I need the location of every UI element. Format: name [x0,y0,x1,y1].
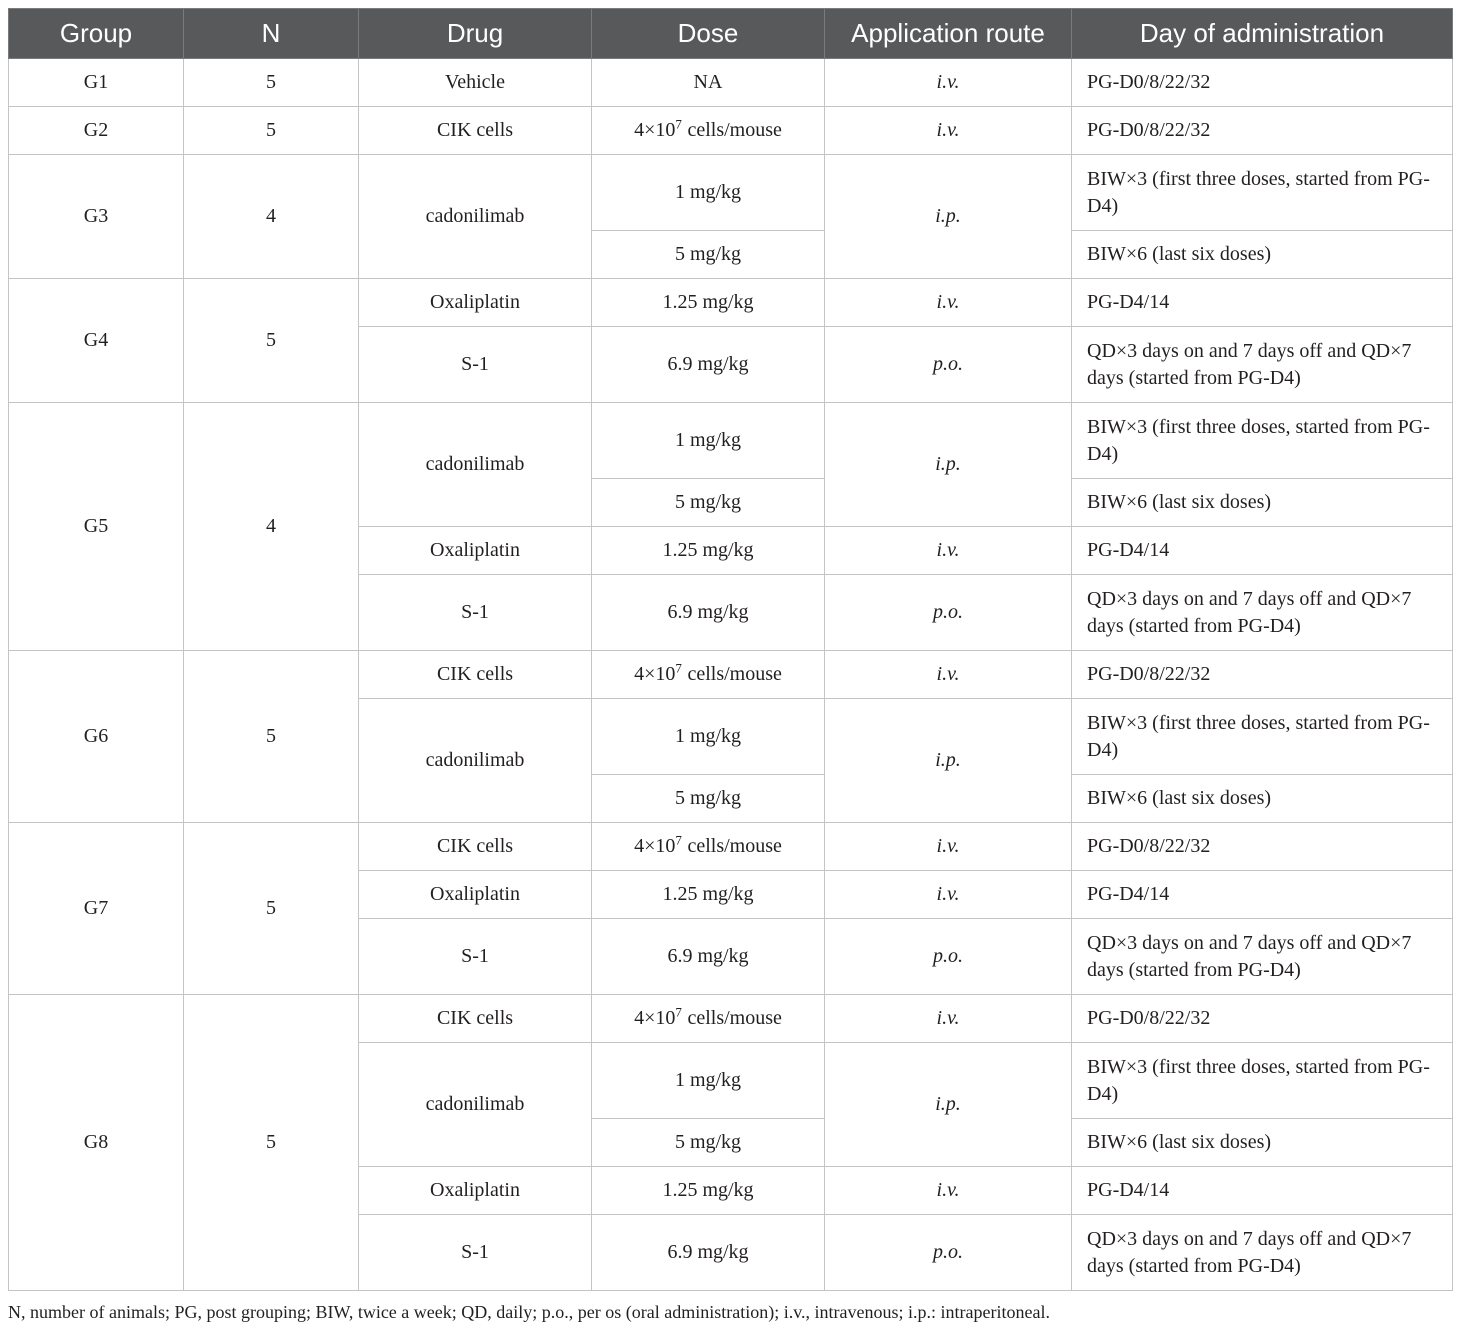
route-cell-g3-cadonilimab: i.p. [825,155,1072,279]
table-container [8,8,1452,1324]
header-dose: Dose [592,9,825,59]
dose-exponent: 7 [675,116,682,132]
dose-cell-g6-cadonilimab-2: 5 mg/kg [592,775,825,823]
dose-value: 4×10 [634,835,676,857]
n-cell-g2: 5 [184,107,359,155]
dose-value: 4×10 [634,1007,676,1029]
drug-cell-g4-oxaliplatin: Oxaliplatin [359,279,592,327]
dose-cell-g4-oxaliplatin: 1.25 mg/kg [592,279,825,327]
n-cell-g8: 5 [184,995,359,1291]
route-cell-g6-cadonilimab: i.p. [825,699,1072,823]
table-row-g2 [9,107,1453,155]
route-cell-g8-s1: p.o. [825,1215,1072,1291]
dose-cell-g8-cadonilimab-1: 1 mg/kg [592,1043,825,1119]
dose-cell-g3-cadonilimab-1: 1 mg/kg [592,155,825,231]
table-row-g5-a [9,403,1453,479]
table-row-g4-a [9,279,1453,327]
dose-exponent: 7 [675,1004,682,1020]
dose-unit: cells/mouse [687,663,782,685]
header-row [9,9,1453,59]
n-cell-g7: 5 [184,823,359,995]
group-cell-g6: G6 [9,651,184,823]
drug-cell-g5-oxaliplatin: Oxaliplatin [359,527,592,575]
dose-cell-g7-s1: 6.9 mg/kg [592,919,825,995]
drug-cell-g7-oxaliplatin: Oxaliplatin [359,871,592,919]
header-drug: Drug [359,9,592,59]
table-row-g6-a [9,651,1453,699]
day-cell-g5-cadonilimab-1: BIW×3 (first three doses, started from PG-D4) [1072,403,1453,479]
route-cell-g5-cadonilimab: i.p. [825,403,1072,527]
group-cell-g2: G2 [9,107,184,155]
day-cell-g6-cik: PG-D0/8/22/32 [1072,651,1453,699]
header-day-of-administration: Day of administration [1072,9,1453,59]
n-cell-g1: 5 [184,59,359,107]
drug-cell-g8-cadonilimab: cadonilimab [359,1043,592,1167]
dose-value: 4×10 [634,663,676,685]
dose-cell-g8-cik [592,995,825,1043]
route-cell-g7-oxaliplatin: i.v. [825,871,1072,919]
route-cell-g8-oxaliplatin: i.v. [825,1167,1072,1215]
header-group: Group [9,9,184,59]
drug-cell-g5-cadonilimab: cadonilimab [359,403,592,527]
group-cell-g7: G7 [9,823,184,995]
dose-value: 4×10 [634,119,676,141]
table-row-g8-a [9,995,1453,1043]
group-cell-g4: G4 [9,279,184,403]
drug-cell-g4-s1: S-1 [359,327,592,403]
day-cell-g8-cadonilimab-1: BIW×3 (first three doses, started from PG-D4) [1072,1043,1453,1119]
table-row-g1 [9,59,1453,107]
dose-exponent: 7 [675,660,682,676]
dose-cell-g8-cadonilimab-2: 5 mg/kg [592,1119,825,1167]
day-cell-g5-s1: QD×3 days on and 7 days off and QD×7 days (started from PG-D4) [1072,575,1453,651]
day-cell-g6-cadonilimab-2: BIW×6 (last six doses) [1072,775,1453,823]
group-cell-g8: G8 [9,995,184,1291]
drug-cell-g8-oxaliplatin: Oxaliplatin [359,1167,592,1215]
dose-cell-g5-s1: 6.9 mg/kg [592,575,825,651]
route-cell-g4-s1: p.o. [825,327,1072,403]
dose-unit: cells/mouse [687,1007,782,1029]
route-cell-g5-oxaliplatin: i.v. [825,527,1072,575]
route-cell-g8-cik: i.v. [825,995,1072,1043]
dose-cell-g2-cik [592,107,825,155]
dose-cell-g8-oxaliplatin: 1.25 mg/kg [592,1167,825,1215]
day-cell-g8-s1: QD×3 days on and 7 days off and QD×7 days (started from PG-D4) [1072,1215,1453,1291]
drug-cell-g2-cik: CIK cells [359,107,592,155]
dose-cell-g1-vehicle: NA [592,59,825,107]
dose-cell-g7-cik [592,823,825,871]
dose-cell-g5-cadonilimab-2: 5 mg/kg [592,479,825,527]
drug-cell-g8-cik: CIK cells [359,995,592,1043]
n-cell-g3: 4 [184,155,359,279]
day-cell-g5-oxaliplatin: PG-D4/14 [1072,527,1453,575]
day-cell-g3-cadonilimab-1: BIW×3 (first three doses, started from PG-D4) [1072,155,1453,231]
group-cell-g5: G5 [9,403,184,651]
dose-cell-g3-cadonilimab-2: 5 mg/kg [592,231,825,279]
day-cell-g2-cik: PG-D0/8/22/32 [1072,107,1453,155]
dose-unit: cells/mouse [687,835,782,857]
dose-cell-g4-s1: 6.9 mg/kg [592,327,825,403]
header-application-route: Application route [825,9,1072,59]
route-cell-g7-s1: p.o. [825,919,1072,995]
day-cell-g6-cadonilimab-1: BIW×3 (first three doses, started from PG-D4) [1072,699,1453,775]
table-row-g3-a [9,155,1453,231]
drug-cell-g8-s1: S-1 [359,1215,592,1291]
header-n: N [184,9,359,59]
drug-cell-g1-vehicle: Vehicle [359,59,592,107]
dosing-schedule-table [8,8,1453,1291]
dose-cell-g5-cadonilimab-1: 1 mg/kg [592,403,825,479]
day-cell-g7-s1: QD×3 days on and 7 days off and QD×7 days (started from PG-D4) [1072,919,1453,995]
day-cell-g4-oxaliplatin: PG-D4/14 [1072,279,1453,327]
day-cell-g1-vehicle: PG-D0/8/22/32 [1072,59,1453,107]
drug-cell-g6-cadonilimab: cadonilimab [359,699,592,823]
day-cell-g8-oxaliplatin: PG-D4/14 [1072,1167,1453,1215]
dose-cell-g6-cadonilimab-1: 1 mg/kg [592,699,825,775]
day-cell-g7-oxaliplatin: PG-D4/14 [1072,871,1453,919]
dose-exponent: 7 [675,832,682,848]
dose-cell-g6-cik [592,651,825,699]
table-row-g7-a [9,823,1453,871]
dose-cell-g8-s1: 6.9 mg/kg [592,1215,825,1291]
route-cell-g1-vehicle: i.v. [825,59,1072,107]
route-cell-g5-s1: p.o. [825,575,1072,651]
table-footnote: N, number of animals; PG, post grouping; BIW, twice a week; QD, daily; p.o., per os (oral administration); i.v., intravenous; i.p.: intraperitoneal. [8,1302,1050,1322]
route-cell-g6-cik: i.v. [825,651,1072,699]
drug-cell-g5-s1: S-1 [359,575,592,651]
dose-cell-g5-oxaliplatin: 1.25 mg/kg [592,527,825,575]
day-cell-g4-s1: QD×3 days on and 7 days off and QD×7 days (started from PG-D4) [1072,327,1453,403]
day-cell-g8-cik: PG-D0/8/22/32 [1072,995,1453,1043]
route-cell-g7-cik: i.v. [825,823,1072,871]
drug-cell-g7-cik: CIK cells [359,823,592,871]
group-cell-g3: G3 [9,155,184,279]
group-cell-g1: G1 [9,59,184,107]
drug-cell-g6-cik: CIK cells [359,651,592,699]
route-cell-g2-cik: i.v. [825,107,1072,155]
drug-cell-g7-s1: S-1 [359,919,592,995]
n-cell-g5: 4 [184,403,359,651]
n-cell-g6: 5 [184,651,359,823]
route-cell-g4-oxaliplatin: i.v. [825,279,1072,327]
day-cell-g3-cadonilimab-2: BIW×6 (last six doses) [1072,231,1453,279]
dose-unit: cells/mouse [687,119,782,141]
n-cell-g4: 5 [184,279,359,403]
route-cell-g8-cadonilimab: i.p. [825,1043,1072,1167]
drug-cell-g3-cadonilimab: cadonilimab [359,155,592,279]
day-cell-g5-cadonilimab-2: BIW×6 (last six doses) [1072,479,1453,527]
dose-cell-g7-oxaliplatin: 1.25 mg/kg [592,871,825,919]
day-cell-g8-cadonilimab-2: BIW×6 (last six doses) [1072,1119,1453,1167]
day-cell-g7-cik: PG-D0/8/22/32 [1072,823,1453,871]
